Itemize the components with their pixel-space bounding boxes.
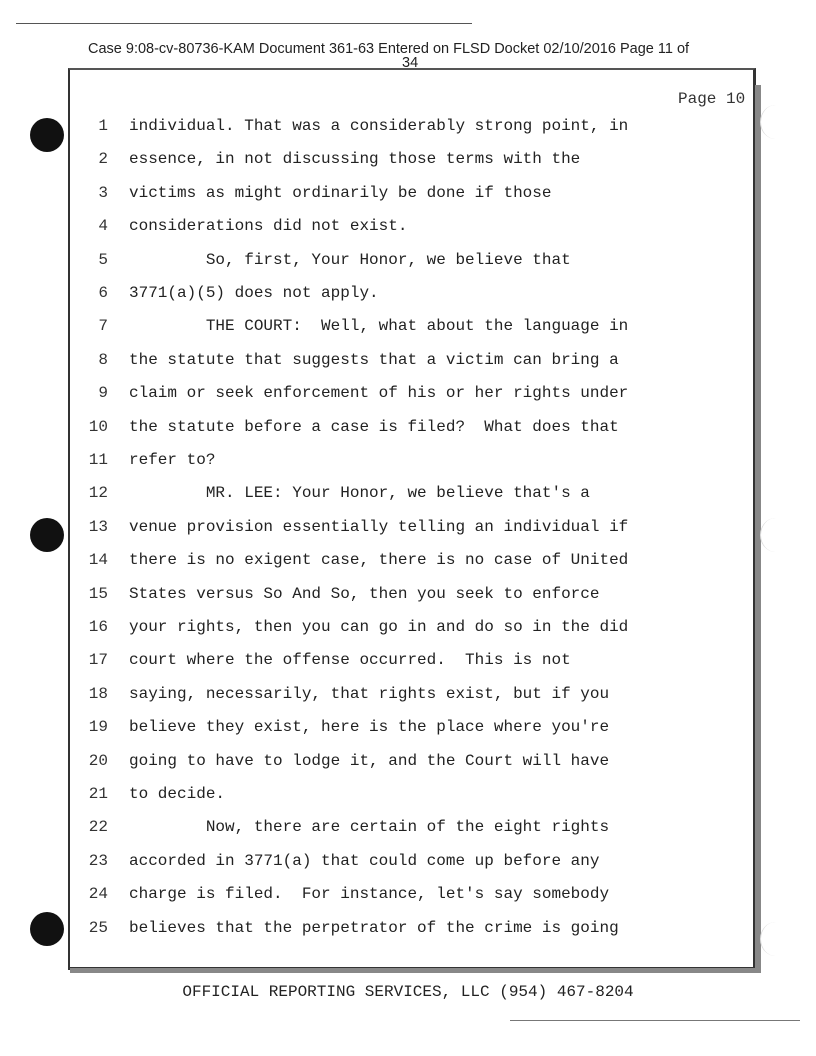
top-rule	[16, 23, 472, 24]
line-number: 11	[88, 451, 108, 469]
line-number: 25	[88, 919, 108, 937]
line-number: 5	[98, 251, 108, 269]
bottom-rule	[510, 1020, 800, 1021]
line-number: 23	[88, 852, 108, 870]
line-number: 14	[88, 551, 108, 569]
transcript-line: victims as might ordinarily be done if those	[129, 184, 552, 202]
transcript-line: to decide.	[129, 785, 226, 803]
ghost-punch-top	[760, 105, 791, 139]
line-number: 17	[88, 651, 108, 669]
transcript-line: refer to?	[129, 451, 216, 469]
punch-hole-bottom	[30, 912, 64, 946]
ghost-punch-bottom	[760, 922, 791, 956]
line-number: 24	[88, 885, 108, 903]
frame-shadow-bottom	[70, 968, 760, 973]
transcript-line: going to have to lodge it, and the Court will have	[129, 752, 610, 770]
transcript-line: 3771(a)(5) does not apply.	[129, 284, 379, 302]
transcript-line: claim or seek enforcement of his or her rights under	[129, 384, 629, 402]
line-number: 8	[98, 351, 108, 369]
line-number: 9	[98, 384, 108, 402]
line-number: 13	[88, 518, 108, 536]
transcript-line: Now, there are certain of the eight rights	[129, 818, 610, 836]
line-number: 3	[98, 184, 108, 202]
line-number: 4	[98, 217, 108, 235]
case-header: Case 9:08-cv-80736-KAM Document 361-63 Entered on FLSD Docket 02/10/2016 Page 11 of	[88, 41, 690, 57]
line-number: 1	[98, 117, 108, 135]
transcript-line: the statute before a case is filed? What does that	[129, 418, 619, 436]
line-number: 6	[98, 284, 108, 302]
line-number: 22	[88, 818, 108, 836]
line-number: 21	[88, 785, 108, 803]
transcript-line: considerations did not exist.	[129, 217, 408, 235]
transcript-line: individual. That was a considerably strong point, in	[129, 117, 629, 135]
transcript-line: venue provision essentially telling an individual if	[129, 518, 629, 536]
line-number: 20	[88, 752, 108, 770]
transcript-line: believe they exist, here is the place where you're	[129, 718, 610, 736]
transcript-line: MR. LEE: Your Honor, we believe that's a	[129, 484, 590, 502]
transcript-line: accorded in 3771(a) that could come up before any	[129, 852, 600, 870]
transcript-line: THE COURT: Well, what about the language in	[129, 317, 629, 335]
line-number: 12	[88, 484, 108, 502]
line-number: 15	[88, 585, 108, 603]
line-number: 7	[98, 317, 108, 335]
transcript-line: the statute that suggests that a victim can bring a	[129, 351, 619, 369]
transcript-line: there is no exigent case, there is no case of United	[129, 551, 629, 569]
transcript-line: essence, in not discussing those terms with the	[129, 150, 581, 168]
line-number: 19	[88, 718, 108, 736]
line-number: 16	[88, 618, 108, 636]
reporter-footer: OFFICIAL REPORTING SERVICES, LLC (954) 467-8204	[182, 983, 634, 1001]
line-number: 18	[88, 685, 108, 703]
transcript-line: charge is filed. For instance, let's say somebody	[129, 885, 610, 903]
transcript-line: believes that the perpetrator of the crime is going	[129, 919, 619, 937]
transcript-line: your rights, then you can go in and do so in the did	[129, 618, 629, 636]
line-number: 10	[88, 418, 108, 436]
punch-hole-top	[30, 118, 64, 152]
transcript-line: So, first, Your Honor, we believe that	[129, 251, 571, 269]
transcript-line: saying, necessarily, that rights exist, but if you	[129, 685, 610, 703]
transcript-line: court where the offense occurred. This is not	[129, 651, 571, 669]
transcript-line: States versus So And So, then you seek to enforce	[129, 585, 600, 603]
punch-hole-middle	[30, 518, 64, 552]
case-header-continuation: 34	[402, 55, 419, 71]
page-number: Page 10	[678, 90, 746, 108]
ghost-punch-middle	[760, 518, 791, 552]
line-number: 2	[98, 150, 108, 168]
